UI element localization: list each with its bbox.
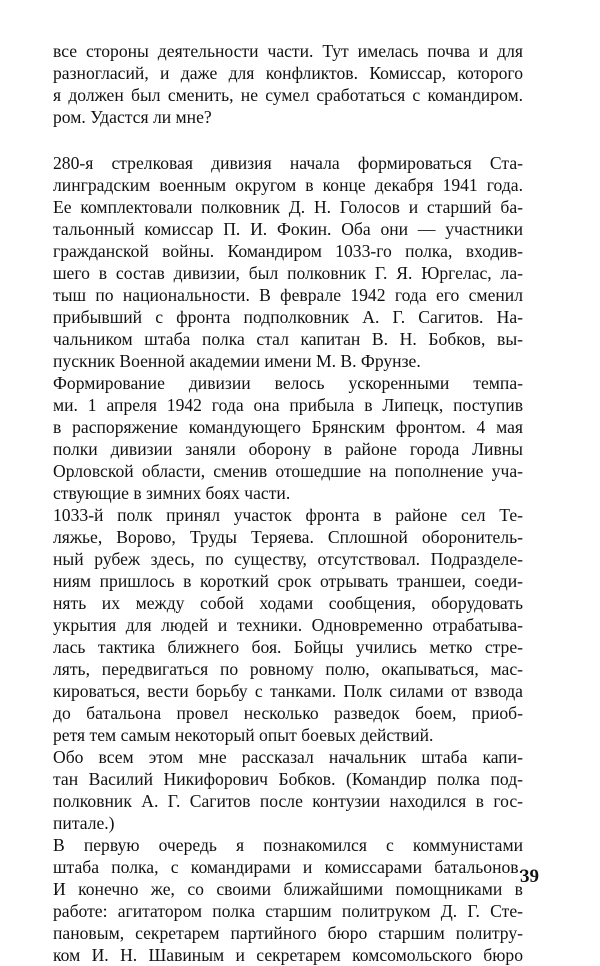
text-line: Обо всем этом мне рассказал начальник штаба капи-	[53, 747, 523, 767]
paragraph	[53, 152, 523, 372]
text-line: работе: агитатором полка старшим политруком Д. Г. Сте-	[53, 901, 523, 921]
text-line: ствующие в зимних боях части.	[53, 483, 291, 503]
paragraph	[53, 746, 523, 834]
text-line: кироваться, вести борьбу с танками. Полк силами от взвода	[53, 681, 523, 701]
text-line: тыш по национальности. В феврале 1942 года его сменил	[53, 285, 523, 305]
text-line: прибывший с фронта подполковник А. Г. Сагитов. На-	[53, 307, 523, 327]
text-line: И конечно же, со своими ближайшими помощниками в	[53, 879, 523, 899]
text-line: линградским военным округом в конце декабря 1941 года.	[53, 175, 523, 195]
text-line: тальонный комиссар П. И. Фокин. Оба они — участники	[53, 219, 523, 239]
text-line: В первую очередь я познакомился с коммунистами	[53, 835, 523, 855]
text-line: ром. Удастся ли мне?	[53, 107, 212, 127]
text-line: укрытия для людей и техники. Одновременно отрабатыва-	[53, 615, 523, 635]
text-line: ниям пришлось в короткий срок отрывать траншеи, соеди-	[53, 571, 523, 591]
text-line: 1033-й полк принял участок фронта в районе сел Те-	[53, 505, 523, 525]
main-text	[53, 152, 523, 966]
page-number: 39	[520, 866, 539, 887]
text-line: Орловской области, сменив отошедшие на пополнение уча-	[53, 461, 523, 481]
text-line: пановым, секретарем партийного бюро старшим политру-	[53, 923, 523, 943]
text-line: штаба полка, с командирами и комиссарами батальонов.	[53, 857, 523, 877]
text-line: гражданской войны. Командиром 1033-го полка, входив-	[53, 241, 523, 261]
text-line: шего в состав дивизии, был полковник Г. Я. Юргелас, ла-	[53, 263, 523, 283]
text-line: лять, передвигаться по ровному полю, окапываться, мас-	[53, 659, 523, 679]
text-line: полковник А. Г. Сагитов после контузии находился в гос-	[53, 791, 523, 811]
text-line: все стороны деятельности части. Тут имелась почва и для	[53, 41, 523, 61]
text-line: полки дивизии заняли оборону в районе города Ливны	[53, 439, 523, 459]
paragraph	[53, 504, 523, 746]
text-line: нять их между собой ходами сообщения, оборудовать	[53, 593, 523, 613]
text-line: ми. 1 апреля 1942 года она прибыла в Липецк, поступив	[53, 395, 523, 415]
paragraph-continuation	[53, 40, 523, 128]
text-line: в распоряжение командующего Брянским фронтом. 4 мая	[53, 417, 523, 437]
text-line: тан Василий Никифорович Бобков. (Командир полка под-	[53, 769, 523, 789]
text-line: ретя тем самым некоторый опыт боевых действий.	[53, 725, 434, 745]
paragraph	[53, 372, 523, 504]
text-line: чальником штаба полка стал капитан В. Н. Бобков, вы-	[53, 329, 523, 349]
text-line: 280-я стрелковая дивизия начала формироваться Ста-	[53, 153, 523, 173]
text-line: Формирование дивизии велось ускоренными темпа-	[53, 373, 523, 393]
text-line: питале.)	[53, 813, 115, 833]
text-line: до батальона провел несколько разведок боем, приоб-	[53, 703, 523, 723]
text-line: я должен был сменить, не сумел сработаться с командиром.	[53, 85, 523, 105]
text-line: пускник Военной академии имени М. В. Фрунзе.	[53, 351, 421, 371]
text-line: ком И. Н. Шавиным и секретарем комсомольского бюро	[53, 945, 523, 965]
text-line: разногласий, и даже для конфликтов. Комиссар, которого	[53, 63, 523, 83]
text-line: ный рубеж здесь, по существу, отсутствовал. Подразделе-	[53, 549, 523, 569]
text-line: ляжье, Ворово, Труды Теряева. Сплошной оборонитель-	[53, 527, 523, 547]
paragraph	[53, 834, 523, 966]
text-line: Ее комплектовали полковник Д. Н. Голосов и старший ба-	[53, 197, 523, 217]
text-line: лась тактика ближнего боя. Бойцы учились метко стре-	[53, 637, 523, 657]
